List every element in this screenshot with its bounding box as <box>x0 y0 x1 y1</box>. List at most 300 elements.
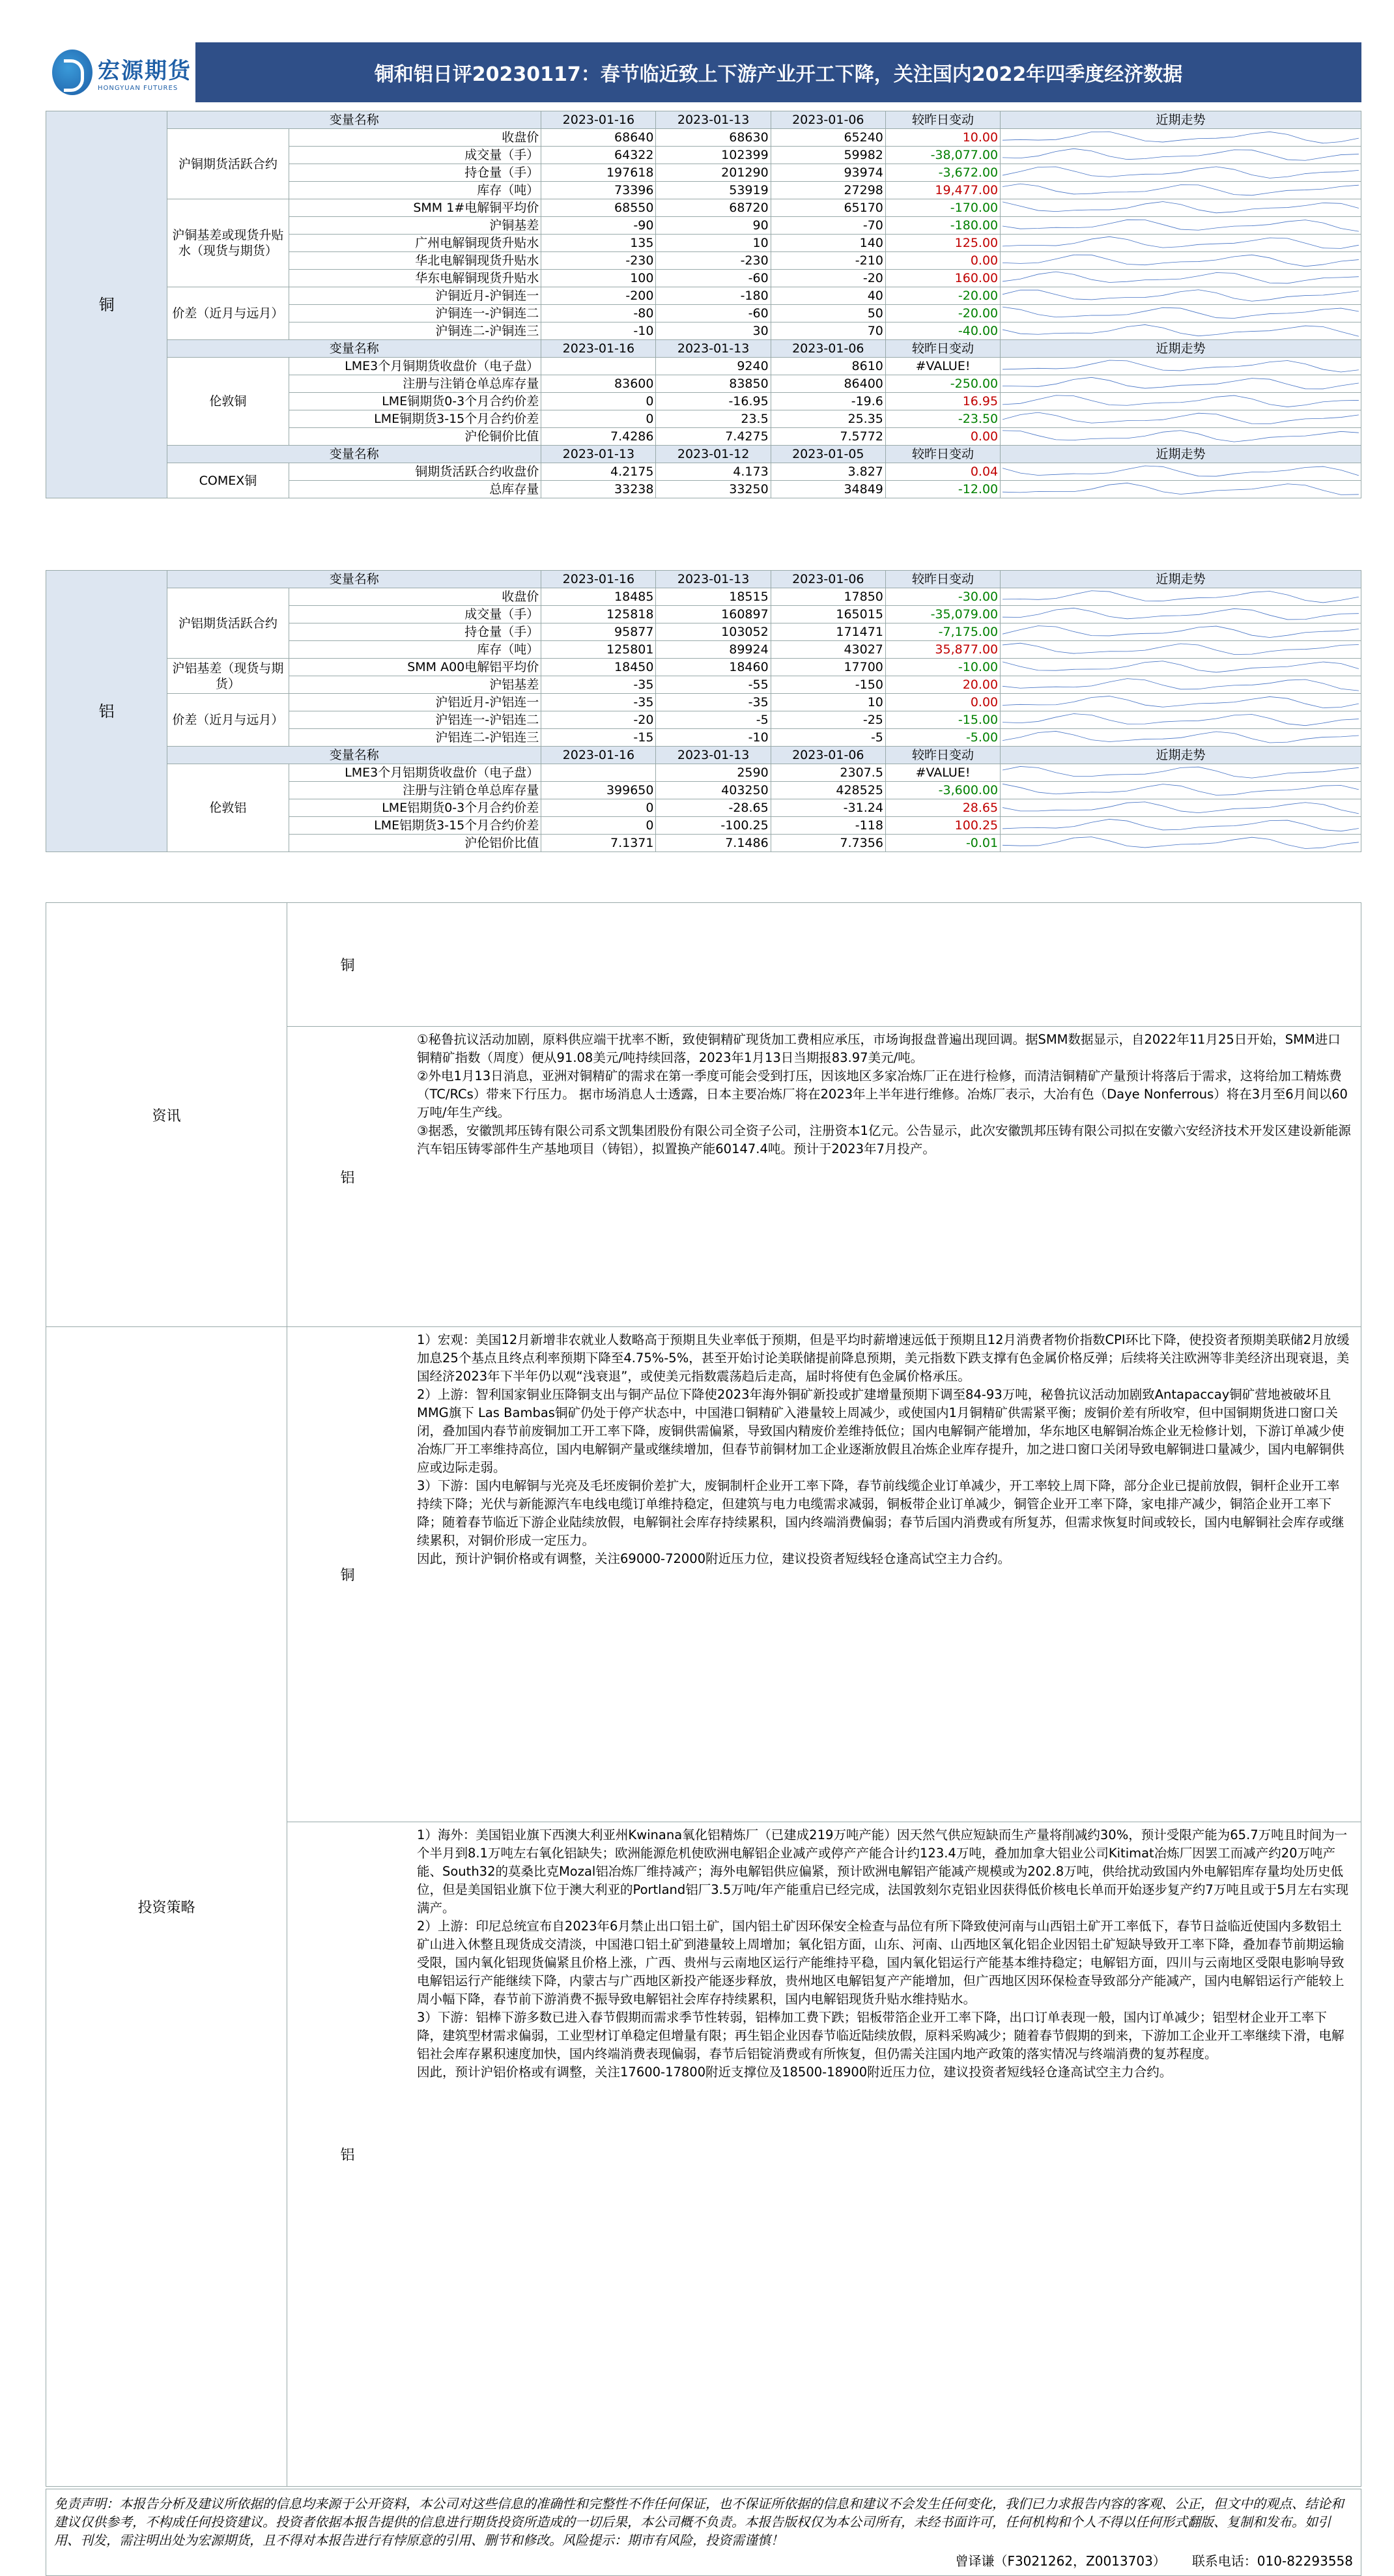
trend-cell <box>1001 287 1361 305</box>
trend-sparkline <box>1003 271 1359 285</box>
value-date2: 160897 <box>656 606 771 623</box>
trend-cell <box>1001 129 1361 147</box>
trend-sparkline <box>1003 482 1359 496</box>
value-date3: -31.24 <box>771 799 885 817</box>
variable-name: 沪铜近月-沪铜连一 <box>289 287 541 305</box>
variable-name: 成交量（手） <box>289 147 541 164</box>
variable-name: 华东电解铜现货升贴水 <box>289 270 541 287</box>
value-date1: -35 <box>541 694 656 711</box>
logo-subtext: HONGYUAN FUTURES <box>98 85 178 92</box>
change-value: #VALUE! <box>885 764 1000 782</box>
value-date2: 7.4275 <box>656 428 771 446</box>
variable-name: 沪铜基差 <box>289 217 541 235</box>
change-value: -30.00 <box>885 588 1000 606</box>
col-trend-header: 近期走势 <box>1001 571 1361 588</box>
change-value: 125.00 <box>885 235 1000 252</box>
value-date1: -90 <box>541 217 656 235</box>
variable-name: 铜期货活跃合约收盘价 <box>289 463 541 481</box>
value-date3: 43027 <box>771 641 885 659</box>
change-value: -20.00 <box>885 305 1000 322</box>
variable-name: 成交量（手） <box>289 606 541 623</box>
variable-name: 总库存量 <box>289 481 541 498</box>
trend-cell <box>1001 835 1361 852</box>
value-date1: 68640 <box>541 129 656 147</box>
trend-sparkline <box>1003 836 1359 850</box>
variable-name: 华北电解铜现货升贴水 <box>289 252 541 270</box>
value-date1: 7.4286 <box>541 428 656 446</box>
strategy-aluminum-text: 1）海外：美国铝业旗下西澳大利亚州Kwinana氧化铝精炼厂（已建成219万吨产能）因天然气供应短缺而生产量将削减约30%，预计受限产能为65.7万吨且时间为一个半月到8.1万吨左右氧化铝缺失；欧洲能源危机使欧洲电解铝企业减产或停产产能合计约123.4万吨，叠加加拿大铝业公司Kitimat冶炼厂因罢工而减产约20万吨产能、South32的莫桑比克Mozal铝冶炼厂维持减产；海外电解铝供应偏紧，预计欧洲电解铝产能减产规模或为202.8万吨，供给扰动致国内外电解铝库存量均处历史低位，但是美国铝业旗下位于澳大利亚的Portland铝厂3.5万吨/年产能重启已经完成，法国敦刻尔克铝业因获得低价核电长单而开始逐步复产约7万吨且或于5月左右实现满产。 2）上游：印尼总统宣布自2023年6月禁止出口铝土矿，国内铝土矿因环保安全检查与品位有所下降致使河南与山西铝土矿开工率低下，春节日益临近使国内多数铝土矿山进入休整且现货成交清淡，中国港口铝土矿到港量较上周增加；氧化铝方面，山东、河南、山西地区氧化铝企业因铝土矿短缺导致开工率下降，叠加春节前期运输受限，国内氧化铝现货偏紧且价格上涨，广西、贵州与云南地区运行产能维持平稳，国内氧化铝运行产能基本维持稳定；电解铝方面，四川与云南地区受限电影响导致电解铝运行产能继续下降，内蒙古与广西地区新投产能逐步释放，贵州地区电解铝复产产能增加，但广西地区因环保检查导致部分产能减产，国内电解铝运行产能较上周小幅下降，春节前下游消费不振导致电解铝社会库存持续累积，国内电解铝现货升贴水维持贴水。 3）下游：铝棒下游多数已进入春节假期而需求季节性转弱，铝棒加工费下跌；铝板带箔企业开工率下降，出口订单表现一般，国内订单减少；铝型材企业开工率下降，建筑型材需求偏弱，工业型材订单稳定但增量有限；再生铝企业因春节临近陆续放假，原料采购减少；随着春节假期的到来，下游加工企业开工率继续下滑，电解铝社会库存累积速度加快，国内终端消费表现偏弱，春节后铝锭消费或有所恢复，但仍需关注国内地产政策的落实情况与终端消费的复苏程度。 因此，预计沪铝价格或有调整，关注17600-17800附近支撑位及18500-18900附近压力位，建议投资者短线轻仓逢高试空主力合约。 <box>417 1827 1349 2080</box>
col-date1-header: 2023-01-16 <box>541 747 656 764</box>
trend-cell <box>1001 147 1361 164</box>
value-date1: 399650 <box>541 782 656 799</box>
trend-sparkline <box>1003 429 1359 444</box>
group-label: COMEX铜 <box>167 463 289 498</box>
value-date3: 10 <box>771 694 885 711</box>
value-date1: 73396 <box>541 182 656 199</box>
value-date1: 125801 <box>541 641 656 659</box>
trend-cell <box>1001 305 1361 322</box>
variable-name: LME铝期货0-3个月合约价差 <box>289 799 541 817</box>
col-change-header: 较昨日变动 <box>885 747 1000 764</box>
news-and-strategy <box>46 902 1361 2487</box>
value-date1: 83600 <box>541 375 656 393</box>
value-date3: 25.35 <box>771 410 885 428</box>
trend-cell <box>1001 393 1361 410</box>
report-header <box>46 42 1361 102</box>
news-aluminum-label: 铝 <box>340 1169 355 1186</box>
variable-name: 收盘价 <box>289 588 541 606</box>
header-row <box>46 571 1361 588</box>
col-trend-header: 近期走势 <box>1001 747 1361 764</box>
value-date1: 4.2175 <box>541 463 656 481</box>
variable-name: 持仓量（手） <box>289 164 541 182</box>
value-date3: 7.5772 <box>771 428 885 446</box>
header-row <box>46 446 1361 463</box>
value-date1: 0 <box>541 799 656 817</box>
aluminum-table <box>46 570 1361 852</box>
trend-cell <box>1001 641 1361 659</box>
col-name-header: 变量名称 <box>167 446 541 463</box>
group-label: 伦敦铜 <box>167 358 289 446</box>
trend-cell <box>1001 729 1361 747</box>
variable-name: LME3个月铜期货收盘价（电子盘） <box>289 358 541 375</box>
value-date2: -60 <box>656 270 771 287</box>
col-trend-header: 近期走势 <box>1001 111 1361 129</box>
trend-sparkline <box>1003 253 1359 268</box>
trend-cell <box>1001 623 1361 641</box>
change-value: -38,077.00 <box>885 147 1000 164</box>
change-value: -35,079.00 <box>885 606 1000 623</box>
variable-name: SMM 1#电解铜平均价 <box>289 199 541 217</box>
variable-name: 沪铝连一-沪铝连二 <box>289 711 541 729</box>
value-date2: 7.1486 <box>656 835 771 852</box>
trend-sparkline <box>1003 607 1359 622</box>
value-date2: -5 <box>656 711 771 729</box>
col-date3-header: 2023-01-06 <box>771 571 885 588</box>
variable-name: 持仓量（手） <box>289 623 541 641</box>
group-label: 沪铜期货活跃合约 <box>167 129 289 199</box>
col-trend-header: 近期走势 <box>1001 446 1361 463</box>
value-date3: 2307.5 <box>771 764 885 782</box>
trend-sparkline <box>1003 324 1359 338</box>
group-label: 沪铝期货活跃合约 <box>167 588 289 659</box>
trend-sparkline <box>1003 730 1359 745</box>
header-row <box>46 747 1361 764</box>
trend-sparkline <box>1003 678 1359 692</box>
variable-name: 沪铝连二-沪铝连三 <box>289 729 541 747</box>
value-date2: 68720 <box>656 199 771 217</box>
change-value: -10.00 <box>885 659 1000 676</box>
variable-name: 注册与注销仓单总库存量 <box>289 375 541 393</box>
copper-table <box>46 111 1361 498</box>
change-value: 0.00 <box>885 252 1000 270</box>
table-row <box>46 694 1361 711</box>
trend-cell <box>1001 182 1361 199</box>
change-value: -170.00 <box>885 199 1000 217</box>
value-date1: 95877 <box>541 623 656 641</box>
value-date2: 53919 <box>656 182 771 199</box>
strategy-copper-label: 铜 <box>340 1567 355 1584</box>
col-change-header: 较昨日变动 <box>885 340 1000 358</box>
trend-cell <box>1001 235 1361 252</box>
table-row <box>46 129 1361 147</box>
value-date3: -20 <box>771 270 885 287</box>
strategy-aluminum-label: 铝 <box>340 2147 355 2164</box>
value-date1 <box>541 358 656 375</box>
value-date3: 3.827 <box>771 463 885 481</box>
value-date3: 428525 <box>771 782 885 799</box>
trend-sparkline <box>1003 130 1359 145</box>
col-change-header: 较昨日变动 <box>885 111 1000 129</box>
value-date1: 125818 <box>541 606 656 623</box>
value-date1: -15 <box>541 729 656 747</box>
col-date3-header: 2023-01-06 <box>771 111 885 129</box>
col-name-header: 变量名称 <box>167 340 541 358</box>
news-copper-label: 铜 <box>340 958 355 974</box>
trend-sparkline <box>1003 713 1359 727</box>
trend-cell <box>1001 782 1361 799</box>
strategy-copper-text: 1）宏观：美国12月新增非农就业人数略高于预期且失业率低于预期，但是平均时薪增速远低于预期且12月消费者物价指数CPI环比下降，使投资者预期美联储2月放缓加息25个基点且终点利率预期下降至4.75%-5%，甚至开始讨论美联储提前降息预期，美元指数下跌支撑有色金属价格反弹；后续将关注欧洲等非美经济出现衰退，美国经济2023年下半年仍以观“浅衰退”，或使美元指数震荡趋后走高，届时将使有色金属价格承压。 2）上游：智利国家铜业压降铜支出与铜产品位下降使2023年海外铜矿新投或扩建增量预期下调至84-93万吨，秘鲁抗议活动加剧致Antapaccay铜矿营地被破坏且MMG旗下 Las Bambas铜矿仍处于停产状态中，中国港口铜精矿入港量较上周减少，或使国内1月铜精矿供需紧平衡；废铜价差有所收窄，但中国铜期货进口窗口关闭，叠加国内春节前废铜加工开工率下降，废铜供需偏紧，导致国内精废价差维持低位；国内电解铜产能增加，华东地区电解铜冶炼企业无检修计划，下游订单减少使冶炼厂开工率维持高位，国内电解铜产量或继续增加，但春节前铜材加工企业逐渐放假且冶炼企业库存提升，加之进口窗口关闭导致电解铜进口量减少，国内电解铜供应或边际走弱。 3）下游：国内电解铜与光亮及毛坯废铜价差扩大，废铜制杆企业开工率下降，春节前线缆企业订单减少，开工率较上周下降，部分企业已提前放假，铜杆企业开工率持续下降；光伏与新能源汽车电线电缆订单维持稳定，但建筑与电力电缆需求减弱，铜板带企业订单减少，铜管企业开工率下降，家电排产减少，铜箔企业开工率下降；随着春节临近下游企业陆续放假，电解铜社会库存持续累积，国内终端消费偏弱；春节后国内消费或有所复苏，但需求恢复时间或较长，国内电解铜社会库存或继续累积，对铜价形成一定压力。 因此，预计沪铜价格或有调整，关注69000-72000附近压力位，建议投资者短线轻仓逢高试空主力合约。 <box>417 1332 1350 1566</box>
col-date2-header: 2023-01-13 <box>656 111 771 129</box>
value-date2: 102399 <box>656 147 771 164</box>
header-row <box>46 340 1361 358</box>
variable-name: 沪铝近月-沪铝连一 <box>289 694 541 711</box>
value-date3: 27298 <box>771 182 885 199</box>
col-date1-header: 2023-01-13 <box>541 446 656 463</box>
value-date2: 4.173 <box>656 463 771 481</box>
change-value: -12.00 <box>885 481 1000 498</box>
value-date1: 7.1371 <box>541 835 656 852</box>
company-logo <box>46 42 195 102</box>
value-date3: 7.7356 <box>771 835 885 852</box>
value-date3: 40 <box>771 287 885 305</box>
trend-cell <box>1001 199 1361 217</box>
change-value: 16.95 <box>885 393 1000 410</box>
change-value: -23.50 <box>885 410 1000 428</box>
value-date1: 135 <box>541 235 656 252</box>
value-date3: 171471 <box>771 623 885 641</box>
trend-cell <box>1001 799 1361 817</box>
change-value: -180.00 <box>885 217 1000 235</box>
group-label: 价差（近月与远月） <box>167 287 289 340</box>
trend-cell <box>1001 252 1361 270</box>
trend-sparkline <box>1003 695 1359 709</box>
variable-name: 沪铜连一-沪铜连二 <box>289 305 541 322</box>
change-value: 160.00 <box>885 270 1000 287</box>
col-name-header: 变量名称 <box>167 571 541 588</box>
trend-sparkline <box>1003 148 1359 162</box>
logo-text: 宏源期货 <box>98 58 192 84</box>
trend-cell <box>1001 375 1361 393</box>
trend-cell <box>1001 410 1361 428</box>
col-date3-header: 2023-01-05 <box>771 446 885 463</box>
value-date2: -100.25 <box>656 817 771 835</box>
variable-name: 库存（吨） <box>289 641 541 659</box>
trend-cell <box>1001 676 1361 694</box>
trend-cell <box>1001 659 1361 676</box>
value-date2: 201290 <box>656 164 771 182</box>
value-date2: 90 <box>656 217 771 235</box>
trend-cell <box>1001 481 1361 498</box>
variable-name: 沪铝基差 <box>289 676 541 694</box>
value-date2: 2590 <box>656 764 771 782</box>
change-value: -250.00 <box>885 375 1000 393</box>
value-date3: 140 <box>771 235 885 252</box>
value-date1: 0 <box>541 393 656 410</box>
trend-sparkline <box>1003 289 1359 303</box>
news-aluminum-text: ①秘鲁抗议活动加剧，原料供应端干扰率不断，致使铜精矿现货加工费相应承压，市场询报盘普遍出现回调。据SMM数据显示，自2022年11月25日开始，SMM进口铜精矿指数（周度）便从91.08美元/吨持续回落，2023年1月13日当期报83.97美元/吨。 ②外电1月13日消息，亚洲对铜精矿的需求在第一季度可能会受到打压，因该地区多家冶炼厂正在进行检修，而清洁铜精矿产量预计将落后于需求，这将给加工精炼费（TC/RCs）带来下行压力。 据市场消息人士透露，日本主要冶炼厂将在2023年上半年进行维修。冶炼厂表示，大冶有色（Daye Nonferrous）将在3月至6月间以60万吨/年生产线。 ③据悉，安徽凯邦压铸有限公司系文凯集团股份有限公司全资子公司，注册资本1亿元。公告显示，此次安徽凯邦压铸有限公司拟在安徽六安经济技术开发区建设新能源汽车铝压铸零部件生产基地项目（铸铝），拟置换产能60147.4吨。预计于2023年7月投产。 <box>417 1032 1351 1156</box>
col-date1-header: 2023-01-16 <box>541 571 656 588</box>
strategy-section <box>46 1326 1361 2486</box>
col-date2-header: 2023-01-12 <box>656 446 771 463</box>
trend-sparkline <box>1003 660 1359 674</box>
value-date3: 86400 <box>771 375 885 393</box>
value-date2: -60 <box>656 305 771 322</box>
trend-cell <box>1001 817 1361 835</box>
variable-name: 库存（吨） <box>289 182 541 199</box>
trend-cell <box>1001 764 1361 782</box>
value-date2: 403250 <box>656 782 771 799</box>
col-date1-header: 2023-01-16 <box>541 111 656 129</box>
variable-name: 注册与注销仓单总库存量 <box>289 782 541 799</box>
trend-sparkline <box>1003 359 1359 373</box>
group-label: 伦敦铝 <box>167 764 289 852</box>
value-date2: -10 <box>656 729 771 747</box>
value-date1: -35 <box>541 676 656 694</box>
disclaimer: 免责声明：本报告分析及建议所依据的信息均来源于公开资料，本公司对这些信息的准确性和完整性不作任何保证，也不保证所依据的信息和建议不会发生任何变化，我们已力求报告内容的客观、公正，但文中的观点、结论和建议仅供参考，不构成任何投资建议。投资者依据本报告提供的信息进行期货投资所造成的一切后果，本公司概不负责。本报告版权仅为本公司所有，未经书面许可，任何机构和个人不得以任何形式翻版、复制和发布。如引用、刊发，需注明出处为宏源期货，且不得对本报告进行有悖原意的引用、删节和修改。风险提示：期市有风险，投资需谨慎！ <box>54 2496 1344 2548</box>
change-value: 20.00 <box>885 676 1000 694</box>
value-date2: 89924 <box>656 641 771 659</box>
trend-sparkline <box>1003 625 1359 639</box>
analyst: 曾译谦（F3021262，Z0013703） <box>955 2553 1166 2569</box>
group-label: 沪铝基差（现货与期货） <box>167 659 289 694</box>
value-date2: -180 <box>656 287 771 305</box>
change-value: -7,175.00 <box>885 623 1000 641</box>
change-value: -40.00 <box>885 322 1000 340</box>
value-date3: 34849 <box>771 481 885 498</box>
news-label: 资讯 <box>46 903 287 1326</box>
trend-cell <box>1001 358 1361 375</box>
value-date3: 65240 <box>771 129 885 147</box>
change-value: 10.00 <box>885 129 1000 147</box>
value-date1: -80 <box>541 305 656 322</box>
trend-cell <box>1001 164 1361 182</box>
value-date2: 18460 <box>656 659 771 676</box>
change-value: #VALUE! <box>885 358 1000 375</box>
value-date1 <box>541 764 656 782</box>
value-date3: -70 <box>771 217 885 235</box>
trend-cell <box>1001 322 1361 340</box>
change-value: -20.00 <box>885 287 1000 305</box>
value-date3: 50 <box>771 305 885 322</box>
value-date2: 68630 <box>656 129 771 147</box>
change-value: -0.01 <box>885 835 1000 852</box>
table-row <box>46 287 1361 305</box>
trend-sparkline <box>1003 818 1359 833</box>
table-row <box>46 764 1361 782</box>
table-row <box>46 199 1361 217</box>
variable-name: 沪伦铝价比值 <box>289 835 541 852</box>
variable-name: LME铜期货0-3个月合约价差 <box>289 393 541 410</box>
group-label: 价差（近月与远月） <box>167 694 289 747</box>
col-date2-header: 2023-01-13 <box>656 571 771 588</box>
variable-name: LME3个月铝期货收盘价（电子盘） <box>289 764 541 782</box>
trend-sparkline <box>1003 183 1359 197</box>
col-date2-header: 2023-01-13 <box>656 340 771 358</box>
trend-sparkline <box>1003 801 1359 815</box>
table-row <box>46 358 1361 375</box>
value-date3: -19.6 <box>771 393 885 410</box>
col-name-header: 变量名称 <box>167 111 541 129</box>
trend-sparkline <box>1003 590 1359 604</box>
metal-label: 铜 <box>46 111 167 498</box>
variable-name: SMM A00电解铝平均价 <box>289 659 541 676</box>
value-date2: -35 <box>656 694 771 711</box>
news-section <box>46 903 1361 1326</box>
trend-cell <box>1001 711 1361 729</box>
value-date3: 59982 <box>771 147 885 164</box>
variable-name: 沪铜连二-沪铜连三 <box>289 322 541 340</box>
value-date2: -55 <box>656 676 771 694</box>
trend-sparkline <box>1003 306 1359 321</box>
value-date1: 0 <box>541 410 656 428</box>
col-date1-header: 2023-01-16 <box>541 340 656 358</box>
trend-sparkline <box>1003 642 1359 657</box>
value-date1: -230 <box>541 252 656 270</box>
change-value: -3,672.00 <box>885 164 1000 182</box>
value-date2: 30 <box>656 322 771 340</box>
value-date2: 10 <box>656 235 771 252</box>
value-date3: 70 <box>771 322 885 340</box>
value-date2: -28.65 <box>656 799 771 817</box>
trend-sparkline <box>1003 165 1359 180</box>
col-change-header: 较昨日变动 <box>885 446 1000 463</box>
col-date2-header: 2023-01-13 <box>656 747 771 764</box>
change-value: 0.00 <box>885 694 1000 711</box>
col-date3-header: 2023-01-06 <box>771 747 885 764</box>
change-value: 19,477.00 <box>885 182 1000 199</box>
value-date2: 83850 <box>656 375 771 393</box>
value-date3: 17700 <box>771 659 885 676</box>
trend-cell <box>1001 694 1361 711</box>
value-date1: 197618 <box>541 164 656 182</box>
value-date2: 103052 <box>656 623 771 641</box>
trend-cell <box>1001 217 1361 235</box>
trend-sparkline <box>1003 766 1359 780</box>
variable-name: 沪伦铜价比值 <box>289 428 541 446</box>
value-date1: -200 <box>541 287 656 305</box>
trend-sparkline <box>1003 201 1359 215</box>
trend-cell <box>1001 606 1361 623</box>
value-date3: 8610 <box>771 358 885 375</box>
value-date2: 23.5 <box>656 410 771 428</box>
trend-cell <box>1001 463 1361 481</box>
value-date3: -210 <box>771 252 885 270</box>
value-date3: 93974 <box>771 164 885 182</box>
col-name-header: 变量名称 <box>167 747 541 764</box>
value-date3: -118 <box>771 817 885 835</box>
variable-name: 收盘价 <box>289 129 541 147</box>
change-value: 0.04 <box>885 463 1000 481</box>
variable-name: 广州电解铜现货升贴水 <box>289 235 541 252</box>
news-copper-text <box>408 903 1361 1026</box>
col-trend-header: 近期走势 <box>1001 340 1361 358</box>
value-date2: -16.95 <box>656 393 771 410</box>
value-date1: 18485 <box>541 588 656 606</box>
trend-cell <box>1001 588 1361 606</box>
value-date3: -25 <box>771 711 885 729</box>
change-value: 0.00 <box>885 428 1000 446</box>
value-date1: -10 <box>541 322 656 340</box>
variable-name: LME铜期货3-15个月合约价差 <box>289 410 541 428</box>
change-value: 28.65 <box>885 799 1000 817</box>
variable-name: LME铝期货3-15个月合约价差 <box>289 817 541 835</box>
strategy-label: 投资策略 <box>46 1327 287 2486</box>
table-row <box>46 588 1361 606</box>
header-row <box>46 111 1361 129</box>
change-value: 100.25 <box>885 817 1000 835</box>
footer <box>46 2489 1361 2576</box>
value-date1: 18450 <box>541 659 656 676</box>
value-date1: 64322 <box>541 147 656 164</box>
logo-icon <box>52 50 92 95</box>
change-value: -5.00 <box>885 729 1000 747</box>
value-date3: -150 <box>771 676 885 694</box>
report-title: 铜和铝日评20230117：春节临近致上下游产业开工下降，关注国内2022年四季度经济数据 <box>374 63 1183 86</box>
value-date2: 18515 <box>656 588 771 606</box>
change-value: -3,600.00 <box>885 782 1000 799</box>
value-date3: 65170 <box>771 199 885 217</box>
table-row <box>46 659 1361 676</box>
table-row <box>46 463 1361 481</box>
metal-label: 铝 <box>46 571 167 852</box>
trend-sparkline <box>1003 394 1359 408</box>
trend-cell <box>1001 270 1361 287</box>
change-value: 35,877.00 <box>885 641 1000 659</box>
value-date1: 0 <box>541 817 656 835</box>
col-change-header: 较昨日变动 <box>885 571 1000 588</box>
trend-sparkline <box>1003 412 1359 426</box>
value-date2: 33250 <box>656 481 771 498</box>
value-date2: -230 <box>656 252 771 270</box>
trend-sparkline <box>1003 783 1359 797</box>
value-date1: -20 <box>541 711 656 729</box>
value-date3: 17850 <box>771 588 885 606</box>
value-date1: 100 <box>541 270 656 287</box>
trend-sparkline <box>1003 465 1359 479</box>
value-date1: 33238 <box>541 481 656 498</box>
trend-cell <box>1001 428 1361 446</box>
